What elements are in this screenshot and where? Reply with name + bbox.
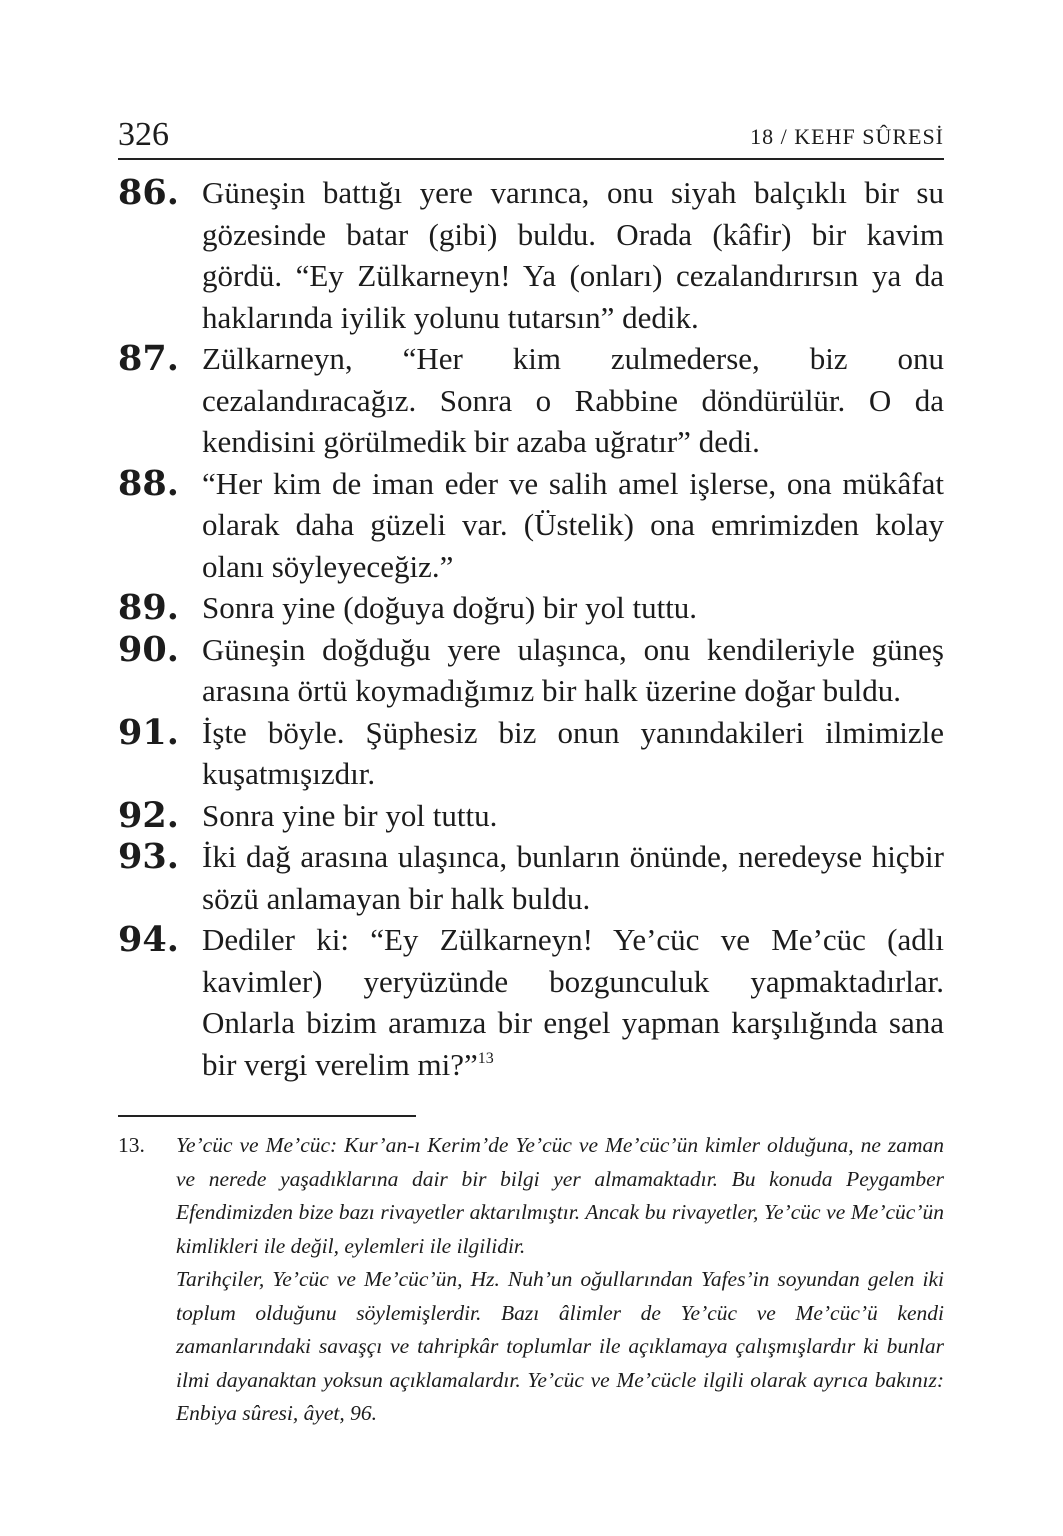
footnote-paragraph: Tarihçiler, Ye’cüc ve Me’cüc’ün, Hz. Nuh’un oğullarından Yafes’in soyundan gelen iki toplum olduğunu söylemişlerdir. Bazı âlimler de Ye’cüc ve Me’cüc’ü kendi zamanlarındaki savaşçı ve tahripkâr toplumlar ile açıklamaya çalışmışlardır ki bunlar ilmi dayanaktan yoksun açıklamalardır. Ye’cüc ve Me’cücle ilgili olarak ayrıca bakınız: Enbiya sûresi, âyet, 96. [176,1267,944,1425]
footnote-divider [118,1115,416,1117]
verse-86 [118,172,944,338]
verse-87 [118,338,944,463]
page-header [118,118,944,160]
verse-number: 89. [118,587,179,628]
verse-text: Güneşin battığı yere varınca, onu siyah balçıklı bir su gözesinde batar (gibi) buldu. Orada (kâfir) bir kavim gördü. “Ey Zülkarneyn! Ya (onları) cezalandırırsın ya da haklarında iyilik yolunu tutarsın” dedik. [202,175,944,335]
verse-number: 93. [118,836,179,877]
verse-text-container [202,919,944,1085]
verse-text: Sonra yine bir yol tuttu. [202,797,498,833]
verse-text: İşte böyle. Şüphesiz biz onun yanındakileri ilmimizle kuşatmışızdır. [202,714,944,791]
verse-text: “Her kim de iman eder ve salih amel işlerse, ona mükâfat olarak daha güzeli var. (Üstelik) ona emrimizden kolay olanı söyleyeceğiz.” [202,465,944,584]
footnote-paragraph: Ye’cüc ve Me’cüc: Kur’an-ı Kerim’de Ye’cüc ve Me’cüc’ün kimler olduğuna, ne zaman ve nerede yaşadıklarına dair bir bilgi yer almamaktadır. Bu konuda Peygamber Efendimizden bize bazı rivayetler aktarılmıştır. Ancak bu rivayetler, Ye’cüc ve Me’cüc’ün kimlikleri ile değil, eylemleri ile ilgilidir. [176,1133,944,1258]
verse-94 [118,919,944,1085]
footnote-body [176,1129,944,1431]
verse-text: Güneşin doğduğu yere ulaşınca, onu kendileriyle güneş arasına örtü koymadığımız bir halk üzerine doğar buldu. [202,631,944,708]
verse-list [118,172,944,1085]
verse-88 [118,463,944,588]
verse-number: 91. [118,711,179,753]
verse-93 [118,836,944,919]
verse-number: 92. [118,794,179,836]
verse-number: 87. [118,338,179,379]
verse-text: İki dağ arasına ulaşınca, bunların önünde, neredeyse hiçbir sözü anlamayan bir halk buldu. [202,839,944,916]
footnote-reference[interactable]: 13 [477,1049,494,1067]
verse-text: Dediler ki: “Ey Zülkarneyn! Ye’cüc ve Me’cüc (adlı kavimler) yeryüzünde bozgunculuk yapmaktadırlar. Onlarla bizim aramıza bir engel yapman karşılığında sana bir vergi verelim mi?” [202,922,944,1082]
footnote [118,1129,944,1431]
footnote-number: 13. [118,1133,145,1157]
verse-number: 94. [118,919,179,960]
page-number: 326 [118,116,169,153]
verse-text: Sonra yine (doğuya doğru) bir yol tuttu. [202,590,698,625]
running-head: 18 / KEHF SÛRESİ [750,124,944,149]
verse-89 [118,587,944,629]
verse-90 [118,629,944,712]
verse-number: 86. [118,172,179,213]
verse-number: 90. [118,628,179,670]
verse-text: Zülkarneyn, “Her kim zulmederse, biz onu cezalandıracağız. Sonra o Rabbine döndürülür. O da kendisini görülmedik bir azaba uğratır” dedi. [202,341,944,459]
verse-91 [118,712,944,795]
verse-92 [118,795,944,837]
verse-number: 88. [118,462,179,504]
